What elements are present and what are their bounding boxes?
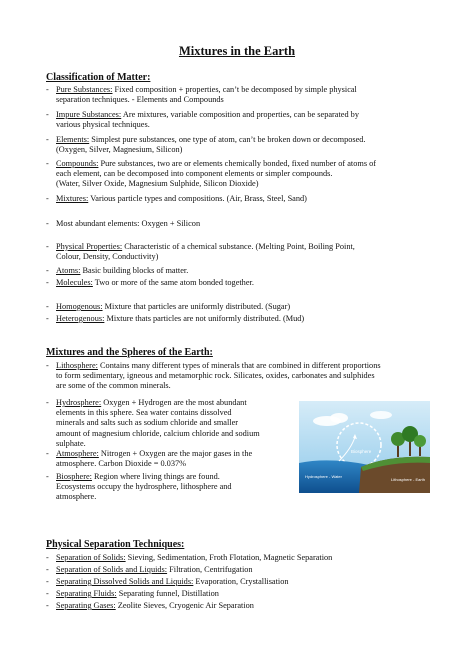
item-description: Sieving, Sedimentation, Froth Flotation, Magnetic Separation [125, 553, 333, 562]
bullet-dash: - [46, 449, 49, 458]
item-line [56, 553, 332, 563]
item-line [56, 408, 260, 418]
item-term: Atoms: [56, 266, 81, 275]
item-description: separation techniques. - Elements and Compounds [56, 95, 224, 105]
list-item-text [56, 472, 232, 503]
item-term: Lithosphere: [56, 361, 98, 370]
item-line [56, 577, 289, 587]
item-description: Separating funnel, Distillation [116, 589, 219, 598]
item-term: Homogenous: [56, 302, 103, 311]
diagram-label-lithosphere: Lithosphere - Earth [391, 477, 426, 482]
list-item-text [56, 219, 200, 229]
item-line [56, 601, 254, 611]
list-item-text [56, 553, 332, 563]
item-line [56, 120, 359, 130]
item-term: Hydrosphere: [56, 398, 102, 407]
item-line [56, 381, 381, 391]
page-title: Mixtures in the Earth [178, 44, 296, 58]
item-term: Mixtures: [56, 194, 89, 203]
item-line [56, 169, 376, 179]
bullet-dash: - [46, 361, 49, 370]
item-description: Mixture thats particles are not uniformly distributed. (Mud) [104, 314, 305, 323]
earth-spheres-illustration [299, 401, 430, 493]
item-description: elements in this sphere. Sea water contains dissolved [56, 408, 232, 418]
item-line [56, 429, 260, 439]
list-item-text [56, 242, 355, 262]
item-description: Nitrogen + Oxygen are the major gases in the [98, 449, 253, 458]
item-term: Heterogenous: [56, 314, 105, 323]
item-description: Zeolite Sieves, Cryogenic Air Separation [115, 601, 254, 610]
item-description: to form sedimentary, igneous and metamorphic rock. Silicates, oxides, carbonates and sulphides [56, 371, 375, 381]
item-term: Biosphere: [56, 472, 92, 481]
item-line [56, 565, 253, 575]
item-line [56, 179, 376, 189]
list-item-text [56, 110, 359, 130]
item-line [56, 219, 200, 229]
list-item-text [56, 302, 290, 312]
item-description: Ecosystems occupy the hydrosphere, lithosphere and [56, 482, 232, 492]
item-description: Most abundant elements: Oxygen + Silicon [56, 219, 201, 228]
item-line [56, 314, 304, 324]
item-term: Separating Dissolved Solids and Liquids: [56, 577, 194, 586]
bullet-dash: - [46, 110, 49, 119]
item-description: Evaporation, Crystallisation [193, 577, 289, 586]
item-description: Characteristic of a chemical substance. (Melting Point, Boiling Point, [122, 242, 355, 251]
bullet-dash: - [46, 601, 49, 610]
bullet-dash: - [46, 553, 49, 562]
bullet-dash: - [46, 85, 49, 94]
item-line [56, 252, 355, 262]
item-description: Simplest pure substances, one type of atom, can’t be broken down or decomposed. [89, 135, 366, 144]
item-line [56, 418, 260, 428]
item-description: Basic building blocks of matter. [80, 266, 189, 275]
item-line [56, 135, 366, 145]
bullet-dash: - [46, 194, 49, 203]
item-line [56, 398, 260, 408]
item-description: Mixture that particles are uniformly distributed. (Sugar) [102, 302, 291, 311]
item-description: Two or more of the same atom bonded together. [92, 278, 254, 287]
item-description: Pure substances, two are or elements chemically bonded, fixed number of atoms of [98, 159, 377, 168]
bullet-dash: - [46, 589, 49, 598]
item-line [56, 242, 355, 252]
item-description: Contains many different types of minerals that are combined in different proportions [97, 361, 381, 370]
section-heading-classification: Classification of Matter: [46, 72, 151, 83]
item-line [56, 361, 381, 371]
item-line [56, 194, 307, 204]
list-item-text [56, 449, 252, 469]
item-line [56, 439, 260, 449]
item-line [56, 145, 366, 155]
item-line [56, 85, 357, 95]
item-description: Oxygen + Hydrogen are the most abundant [101, 398, 247, 407]
item-term: Impure Substances: [56, 110, 122, 119]
bullet-dash: - [46, 159, 49, 168]
list-item-text [56, 361, 381, 392]
list-item-text [56, 278, 254, 288]
bullet-dash: - [46, 266, 49, 275]
diagram-label-hydrosphere: Hydrosphere - Water [305, 474, 342, 479]
item-description: Various particle types and compositions. (Air, Brass, Steel, Sand) [88, 194, 307, 203]
item-description: (Water, Silver Oxide, Magnesium Sulphide, Silicon Dioxide) [56, 179, 259, 189]
item-line [56, 278, 254, 288]
item-line [56, 159, 376, 169]
item-term: Separating Fluids: [56, 589, 117, 598]
item-term: Separation of Solids and Liquids: [56, 565, 168, 574]
item-description: sulphate. [56, 438, 86, 448]
item-line [56, 449, 252, 459]
list-item-text [56, 85, 357, 105]
item-line [56, 472, 232, 482]
item-line [56, 459, 252, 469]
item-line [56, 492, 232, 502]
list-item-text [56, 266, 188, 276]
item-term: Compounds: [56, 159, 99, 168]
item-description: atmosphere. [56, 492, 97, 502]
list-item-text [56, 577, 289, 587]
item-description: Fixed composition + properties, can’t be decomposed by simple physical [112, 85, 357, 94]
diagram-label-biosphere: Biosphere [351, 449, 372, 454]
section-heading-spheres: Mixtures and the Spheres of the Earth: [46, 347, 213, 358]
item-description: are some of the common minerals. [56, 381, 171, 391]
item-description: Filtration, Centrifugation [167, 565, 253, 574]
list-item-text [56, 565, 253, 575]
bullet-dash: - [46, 135, 49, 144]
item-line [56, 266, 188, 276]
item-term: Separating Gases: [56, 601, 116, 610]
bullet-dash: - [46, 314, 49, 323]
item-term: Separation of Solids: [56, 553, 126, 562]
item-description: amount of magnesium chloride, calcium chloride and sodium [56, 428, 260, 438]
bullet-dash: - [46, 278, 49, 287]
item-line [56, 371, 381, 381]
earth-spheres-diagram [299, 401, 430, 493]
item-term: Atmosphere: [56, 449, 99, 458]
item-line [56, 482, 232, 492]
list-item-text [56, 194, 307, 204]
item-line [56, 589, 219, 599]
item-description: atmosphere. Carbon Dioxide = 0.037% [56, 459, 187, 469]
list-item-text [56, 398, 260, 449]
item-description: Region where living things are found. [91, 472, 220, 481]
item-term: Physical Properties: [56, 242, 123, 251]
bullet-dash: - [46, 242, 49, 251]
bullet-dash: - [46, 577, 49, 586]
item-term: Pure Substances: [56, 85, 113, 94]
item-term: Molecules: [56, 278, 93, 287]
bullet-dash: - [46, 565, 49, 574]
item-line [56, 95, 357, 105]
bullet-dash: - [46, 302, 49, 311]
item-line [56, 302, 290, 312]
item-term: Elements: [56, 135, 90, 144]
list-item-text [56, 159, 376, 190]
item-line [56, 110, 359, 120]
list-item-text [56, 314, 304, 324]
bullet-dash: - [46, 398, 49, 407]
bullet-dash: - [46, 219, 49, 228]
list-item-text [56, 601, 254, 611]
item-description: (Oxygen, Silver, Magnesium, Silicon) [56, 145, 183, 155]
item-description: Are mixtures, variable composition and properties, can be separated by [121, 110, 359, 119]
item-description: each element, can be decomposed into component elements or simpler compounds. [56, 169, 333, 179]
item-description: minerals and salts such as sodium chloride and smaller [56, 418, 239, 428]
bullet-dash: - [46, 472, 49, 481]
list-item-text [56, 135, 366, 155]
section-heading-separation: Physical Separation Techniques: [46, 539, 185, 550]
item-description: Colour, Density, Conductivity) [56, 252, 159, 262]
item-description: various physical techniques. [56, 120, 150, 130]
list-item-text [56, 589, 219, 599]
